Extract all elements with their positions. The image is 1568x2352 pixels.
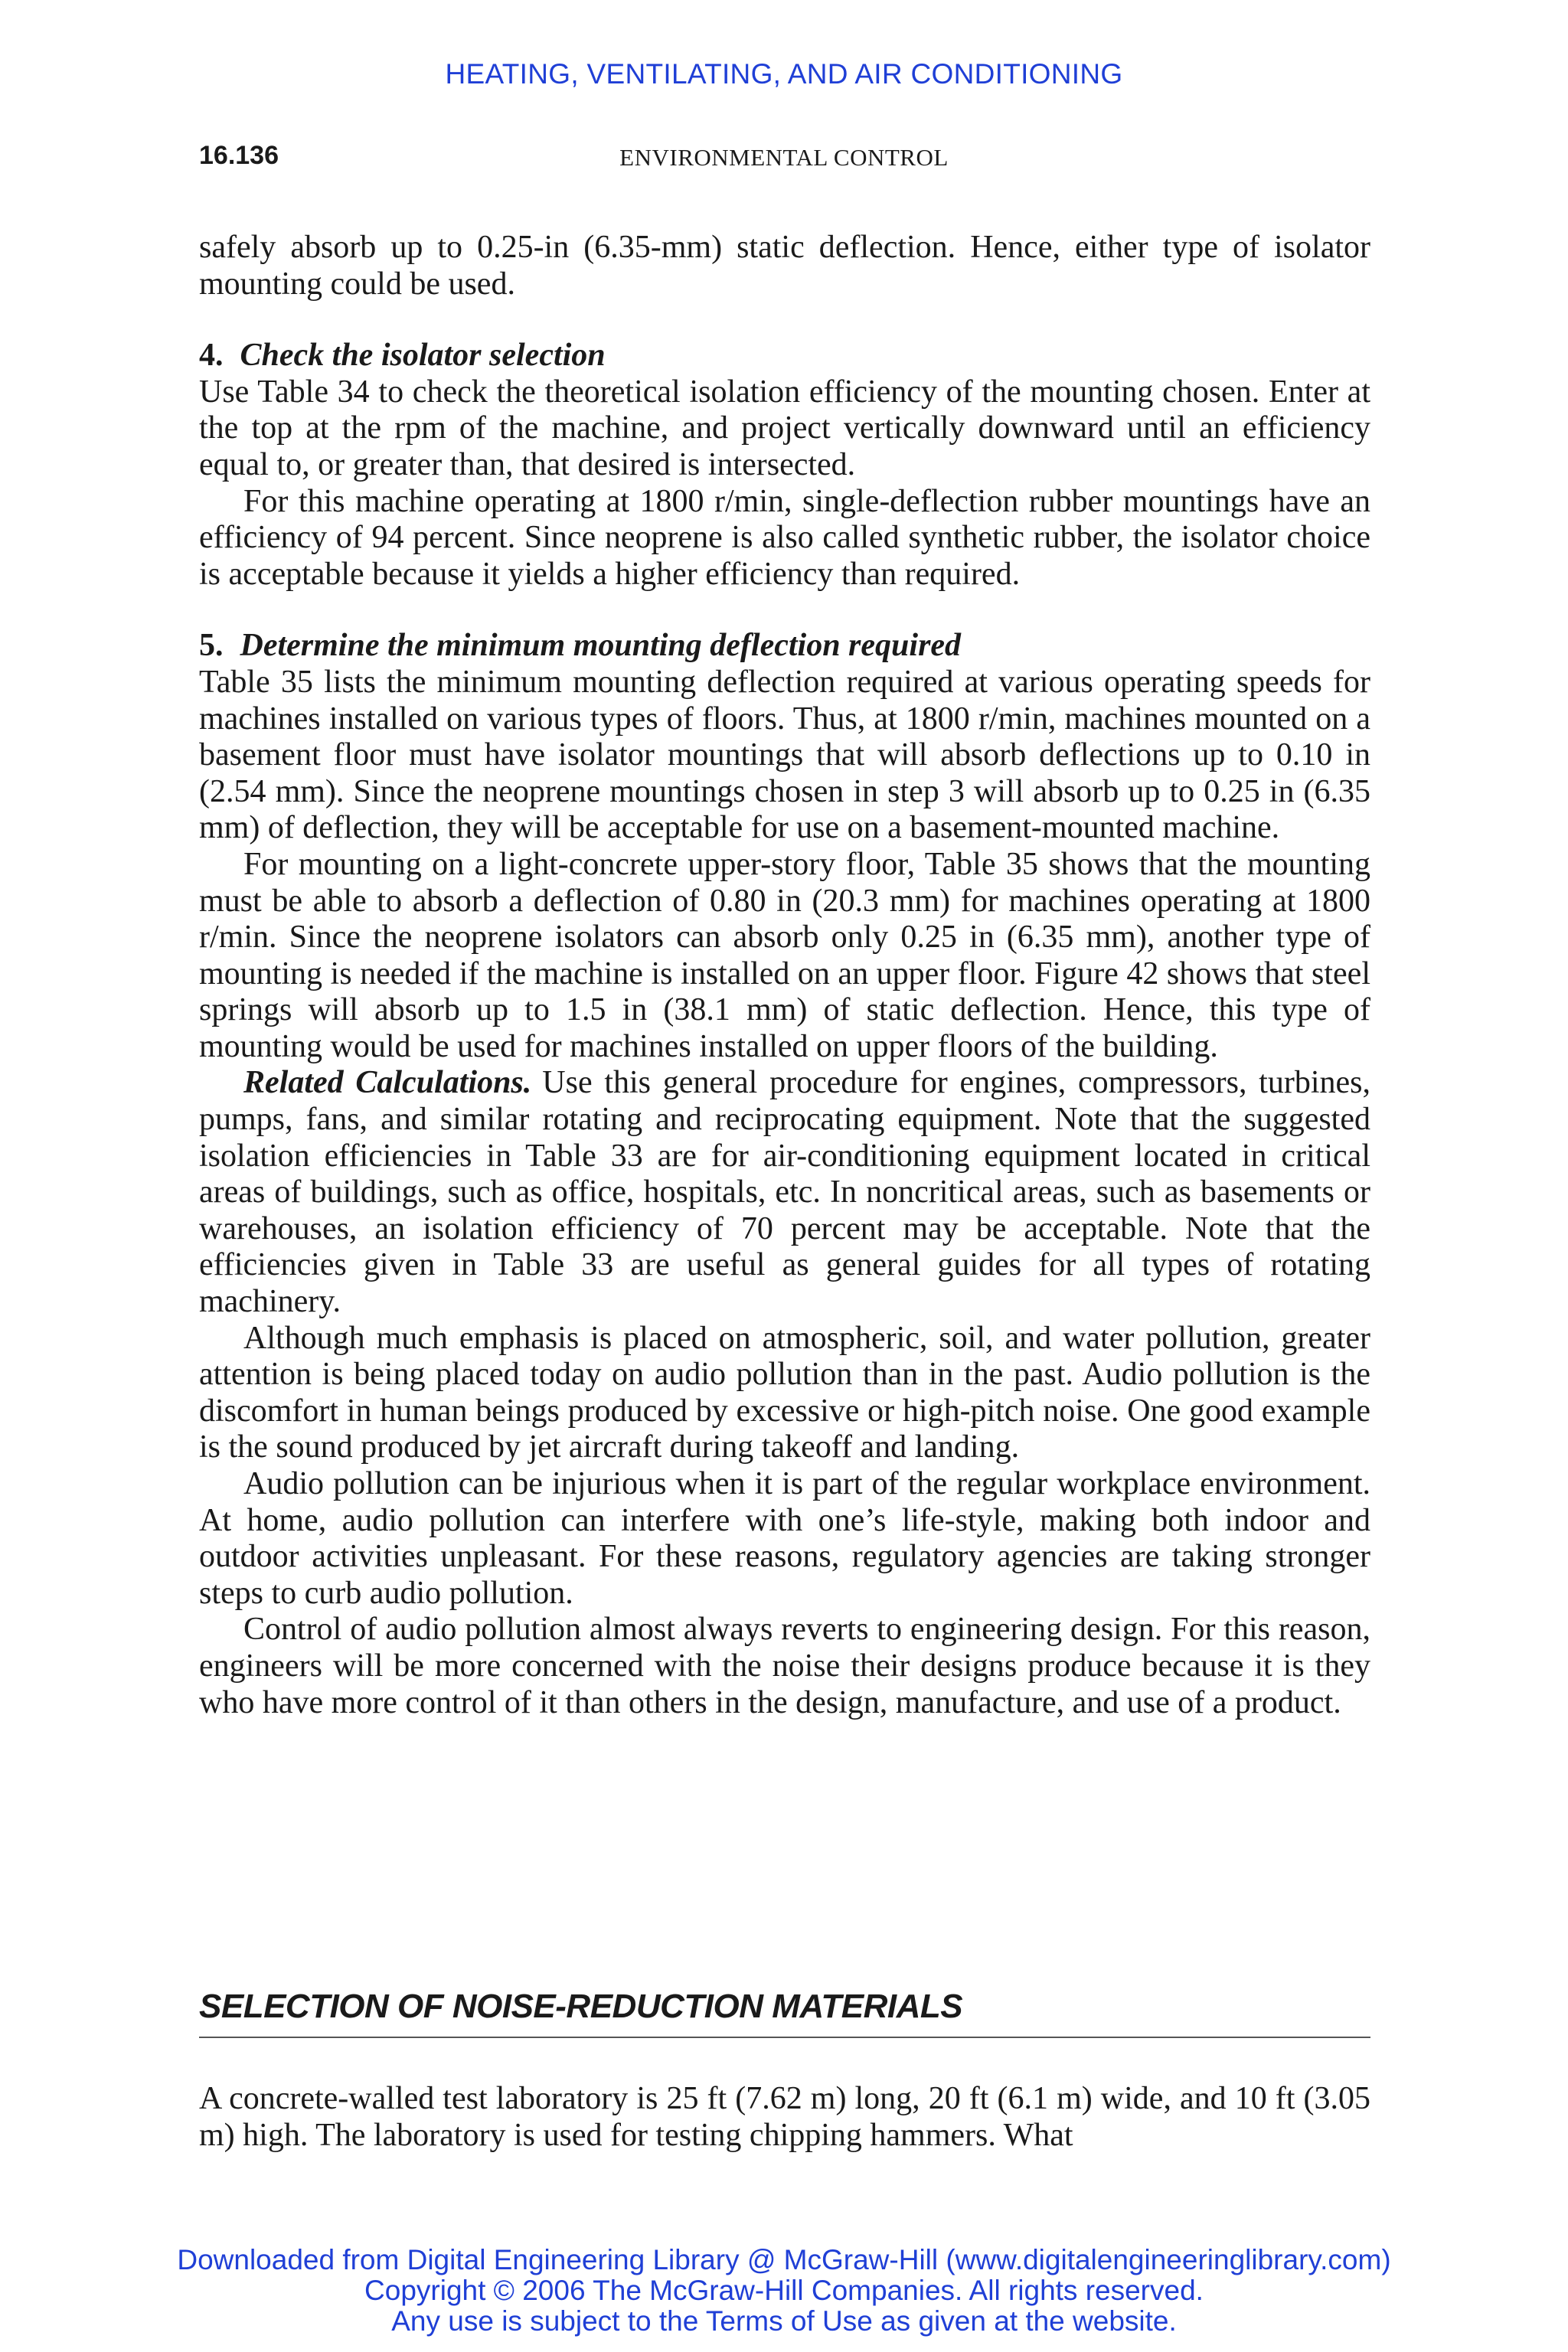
section-title: SELECTION OF NOISE-REDUCTION MATERIALS xyxy=(199,1988,1370,2038)
section-intro xyxy=(199,2081,1370,2154)
step-5-heading xyxy=(199,628,1370,665)
step-5-paragraph: For mounting on a light-concrete upper-story floor, Table 35 shows that the mounting must be able to absorb a deflection of 0.80 in (20.3 mm) for machines operating at 1800 r/min. Since the neoprene isolators can absorb only 0.25 in (6.35 mm), another type of mounting is needed if the machine is installed on an upper floor. Figure 42 shows that steel springs will absorb up to 1.5 in (38.1 mm) of static deflection. Hence, this type of mounting would be used for machines installed on upper floors of the building. xyxy=(199,846,1370,1064)
step-4-heading xyxy=(199,338,1370,374)
step-5-paragraph: Table 35 lists the minimum mounting deflection required at various operating speeds for machines installed on various types of floors. Thus, at 1800 r/min, machines mounted on a basement floor must have isolator mountings that will absorb deflections up to 0.10 in (2.54 mm). Since the neoprene mountings chosen in step 3 will absorb up to 0.25 in (6.35 mm) of deflection, they will be acceptable for use on a basement-mounted machine. xyxy=(199,664,1370,846)
footer xyxy=(0,2245,1568,2337)
section-intro-paragraph: A concrete-walled test laboratory is 25 ft (7.62 m) long, 20 ft (6.1 m) wide, and 10 ft (3.05 m) high. The laboratory is used for testing chipping hammers. What xyxy=(199,2081,1370,2153)
opening-paragraph: safely absorb up to 0.25-in (6.35-mm) static deflection. Hence, either type of isolator mounting could be used. xyxy=(199,230,1370,302)
running-header: HEATING, VENTILATING, AND AIR CONDITIONING xyxy=(445,58,1123,90)
closing-paragraph: Control of audio pollution almost always reverts to engineering design. For this reason, engineers will be more concerned with the noise their designs produce because it is they who have more control of it than others in the design, manufacture, and use of a product. xyxy=(199,1612,1370,1720)
closing-paragraph: Audio pollution can be injurious when it is part of the regular workplace environment. At home, audio pollution can interfere with one’s life-style, making both indoor and outdoor activities unpleasant. For these reasons, regulatory agencies are taking stronger steps to curb audio pollution. xyxy=(199,1466,1370,1611)
step-4-paragraph: For this machine operating at 1800 r/min, single-deflection rubber mountings have an efficiency of 94 percent. Since neoprene is also called synthetic rubber, the isolator choice is acceptable because it yields a higher efficiency than required. xyxy=(199,483,1370,592)
step-5-number: 5. xyxy=(199,628,224,664)
footer-copyright: Copyright © 2006 The McGraw-Hill Companies. All rights reserved. xyxy=(364,2275,1204,2306)
page-number: 16.136 xyxy=(199,141,279,170)
related-calculations-text: Use this general procedure for engines, compressors, turbines, pumps, fans, and similar rotating and reciprocating equipment. Note that the suggested isolation efficiencies in Table 33 are for air-conditioning equipment located in critical areas of buildings, such as office, hospitals, etc. In noncritical areas, such as basements or warehouses, an isolation efficiency of 70 percent may be acceptable. Note that the efficiencies given in Table 33 are useful as general guides for all types of rotating machinery. xyxy=(199,1065,1370,1320)
footer-download-link[interactable]: Downloaded from Digital Engineering Library @ McGraw-Hill (www.digitalengineeringlibrary.com) xyxy=(177,2244,1391,2275)
step-5-title: Determine the minimum mounting deflection required xyxy=(240,628,962,664)
body-text xyxy=(199,230,1370,1721)
step-4-title: Check the isolator selection xyxy=(240,338,606,374)
footer-terms: Any use is subject to the Terms of Use as given at the website. xyxy=(391,2305,1177,2337)
step-4-paragraph: Use Table 34 to check the theoretical isolation efficiency of the mounting chosen. Enter at the top at the rpm of the machine, and project vertically downward until an efficiency equal to, or greater than, that desired is intersected. xyxy=(199,374,1370,482)
related-calculations-label: Related Calculations. xyxy=(243,1065,532,1101)
closing-paragraph: Although much emphasis is placed on atmospheric, soil, and water pollution, greater attention is being placed today on audio pollution than in the past. Audio pollution is the discomfort in human beings produced by excessive or high-pitch noise. One good example is the sound produced by jet aircraft during takeoff and landing. xyxy=(199,1320,1370,1465)
section-header: ENVIRONMENTAL CONTROL xyxy=(619,144,949,171)
spacer xyxy=(199,302,1370,338)
related-calculations-paragraph xyxy=(199,1065,1370,1320)
spacer xyxy=(199,593,1370,628)
step-4-number: 4. xyxy=(199,338,224,374)
